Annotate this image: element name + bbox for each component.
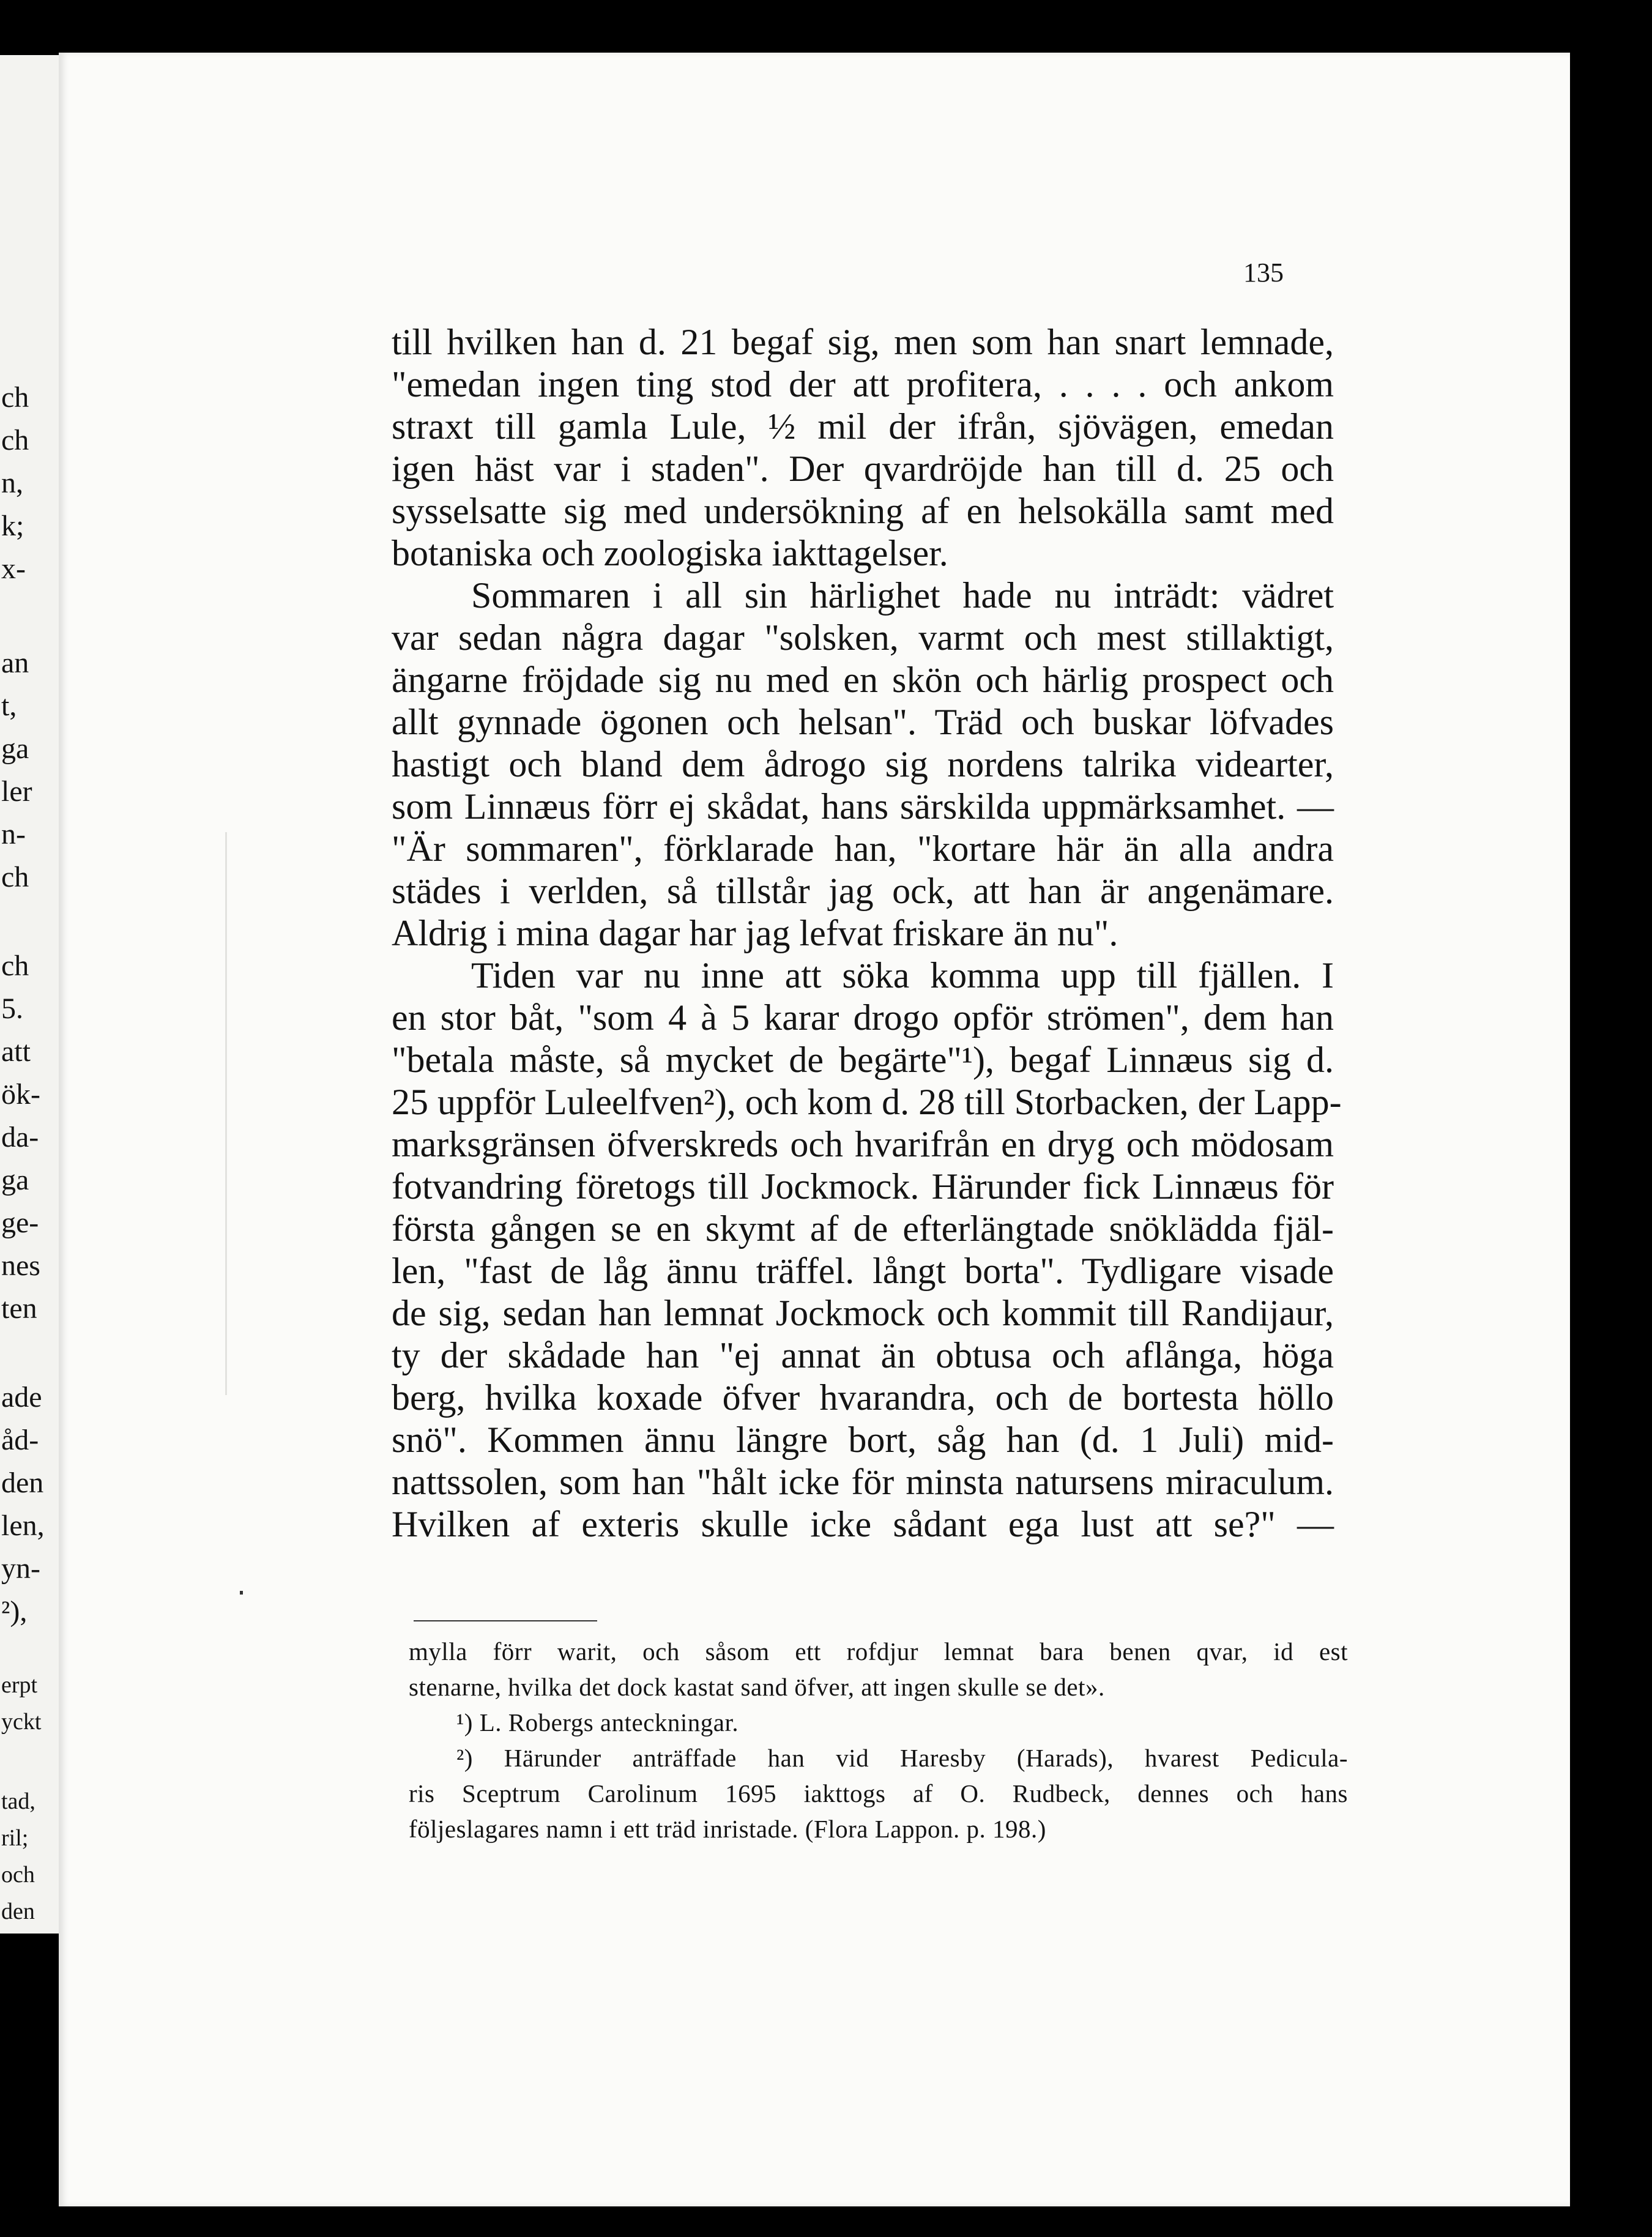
text-line: hastigt och bland dem ådrogo sig nordens talrika videarter, (392, 744, 1334, 784)
text-line: Sommaren i all sin härlighet hade nu inträdt: vädret (471, 575, 1334, 616)
left-fragment: 5. (1, 992, 23, 1025)
left-page-edge (0, 55, 59, 1934)
left-fragment: n, (1, 467, 23, 499)
left-fragment: n- (1, 818, 26, 851)
left-fragment: ök- (1, 1078, 40, 1111)
text-line: fotvandring företogs till Jockmock. Härunder fick Linnæus för (392, 1166, 1334, 1207)
left-fragment: ler (1, 775, 32, 808)
text-line: de sig, sedan han lemnat Jockmock och kommit till Randijaur, (392, 1293, 1334, 1333)
footnote-line: ¹) L. Robergs anteckningar. (456, 1708, 739, 1736)
footnote-line: ²) Härunder anträffade han vid Haresby (Harads), hvarest Pedicula- (456, 1744, 1348, 1772)
left-fragment: tad, (1, 1788, 35, 1814)
text-line: som Linnæus förr ej skådat, hans särskilda uppmärksamhet. — (392, 786, 1334, 827)
footnote-line: ris Sceptrum Carolinum 1695 iakttogs af O. Rudbeck, dennes och hans (409, 1779, 1348, 1807)
left-fragment: ch (1, 424, 29, 456)
left-fragment: den (1, 1467, 44, 1499)
text-line: nattssolen, som han "hålt icke för minsta natursens miraculum. (392, 1462, 1334, 1502)
left-fragment: ch (1, 861, 29, 893)
text-line: straxt till gamla Lule, ½ mil der ifrån, sjövägen, emedan (392, 406, 1334, 447)
text-line: botaniska och zoologiska iakttagelser. (392, 533, 948, 573)
text-line: 25 uppför Luleelfven²), och kom d. 28 till Storbacken, der Lapp- (392, 1082, 1342, 1122)
text-line: "Är sommaren", förklarade han, "kortare här än alla andra (392, 828, 1334, 869)
gutter-shadow (225, 832, 227, 1395)
text-line: berg, hvilka koxade öfver hvarandra, och de bortesta höllo (392, 1377, 1334, 1418)
left-fragment: da- (1, 1121, 39, 1153)
ink-speck (240, 1591, 243, 1595)
text-line: ty der skådade han "ej annat än obtusa och aflånga, höga (392, 1335, 1334, 1375)
footnote-line: stenarne, hvilka det dock kastat sand öfver, att ingen skulle se det». (409, 1673, 1105, 1701)
footnote-rule (414, 1620, 597, 1621)
text-line: en stor båt, "som 4 à 5 karar drogo opför strömen", dem han (392, 997, 1334, 1038)
left-fragment: ge- (1, 1207, 39, 1239)
text-line: Hvilken af exteris skulle icke sådant ega lust att se?" — (392, 1504, 1334, 1544)
left-fragment: ade (1, 1381, 42, 1413)
text-line: "emedan ingen ting stod der att profitera, . . . . och ankom (392, 364, 1334, 404)
text-line: Tiden var nu inne att söka komma upp till fjällen. I (471, 955, 1334, 996)
text-line: len, "fast de låg ännu träffel. långt borta". Tydligare visade (392, 1251, 1334, 1291)
left-fragment: ga (1, 1164, 29, 1196)
text-line: "betala måste, så mycket de begärte"¹), begaf Linnæus sig d. (392, 1040, 1334, 1080)
left-fragment: k; (1, 510, 24, 542)
left-fragment: och (1, 1862, 35, 1888)
text-line: var sedan några dagar "solsken, varmt och mest stillaktigt, (392, 617, 1334, 658)
text-line: snö". Kommen ännu längre bort, såg han (d. 1 Juli) mid- (392, 1420, 1334, 1460)
left-fragment: yckt (1, 1709, 42, 1735)
text-line: till hvilken han d. 21 begaf sig, men som han snart lemnade, (392, 322, 1334, 362)
left-fragment: ga (1, 732, 29, 765)
left-fragment: ril; (1, 1825, 29, 1851)
text-line: ängarne fröjdade sig nu med en skön och härlig prospect och (392, 660, 1334, 700)
text-line: städes i verlden, så tillstår jag ock, att han är angenämare. (392, 871, 1334, 911)
text-line: första gången se en skymt af de efterlängtade snöklädda fjäl- (392, 1208, 1334, 1249)
text-line: Aldrig i mina dagar har jag lefvat friskare än nu". (392, 913, 1118, 953)
left-fragment: erpt (1, 1672, 38, 1698)
footnote-line: mylla förr warit, och såsom ett rofdjur lemnat bara benen qvar, id est (409, 1637, 1348, 1666)
left-fragment: ch (1, 950, 29, 982)
footnote-line: följeslagares namn i ett träd inristade. (Flora Lappon. p. 198.) (409, 1815, 1046, 1843)
left-fragment: nes (1, 1249, 40, 1282)
body-text (392, 321, 1342, 1546)
left-fragment: x- (1, 553, 26, 585)
left-fragment: ch (1, 381, 29, 414)
left-fragment: t, (1, 690, 17, 722)
text-line: igen häst var i staden". Der qvardröjde han till d. 25 och (392, 449, 1334, 489)
text-line: sysselsatte sig med undersökning af en helsokälla samt med (392, 491, 1334, 531)
text-line: allt gynnade ögonen och helsan". Träd och buskar löfvades (392, 702, 1334, 742)
left-fragment: an (1, 647, 29, 679)
left-fragment: yn- (1, 1552, 40, 1585)
footnotes (409, 1634, 1348, 1847)
text-line: marksgränsen öfverskreds och hvarifrån en dryg och mödosam (392, 1124, 1334, 1164)
left-fragment: ²), (1, 1595, 28, 1628)
left-fragment: den (1, 1899, 35, 1924)
left-fragment: att (1, 1035, 31, 1068)
left-fragment: åd- (1, 1424, 39, 1456)
page-number: 135 (1243, 258, 1284, 288)
left-fragment: ten (1, 1292, 37, 1325)
left-fragment: len, (1, 1509, 45, 1542)
